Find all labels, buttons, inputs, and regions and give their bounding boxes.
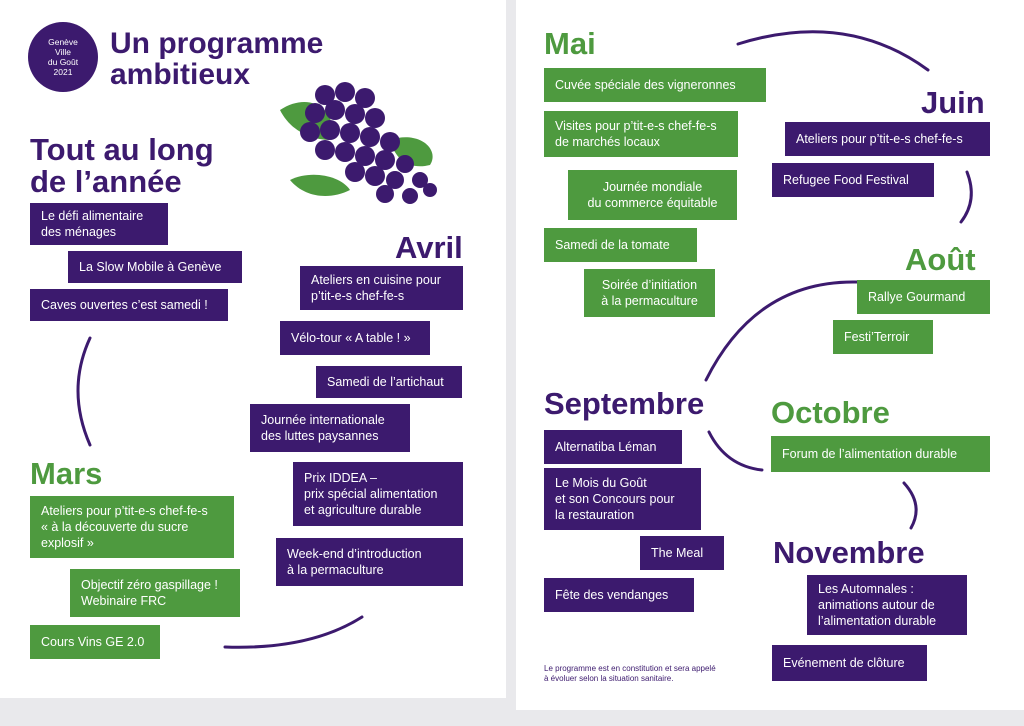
event-mai-4: Samedi de la tomate xyxy=(544,228,697,262)
event-mars-3: Cours Vins GE 2.0 xyxy=(30,625,160,659)
event-mai-3: Journée mondiale du commerce équitable xyxy=(568,170,737,220)
month-annee: Tout au long de l’année xyxy=(30,132,214,199)
event-mars-2: Objectif zéro gaspillage ! Webinaire FRC xyxy=(70,569,240,617)
month-novembre: Novembre xyxy=(773,535,925,570)
logo: Genève Ville du Goût 2021 xyxy=(28,22,98,92)
event-juin-1: Ateliers pour p’tit-e-s chef-fe-s xyxy=(785,122,990,156)
event-juin-2: Refugee Food Festival xyxy=(772,163,934,197)
month-juin: Juin xyxy=(921,85,985,120)
page-title: Un programme ambitieux xyxy=(110,27,324,91)
event-octobre-1: Forum de l’alimentation durable xyxy=(771,436,990,472)
month-mars: Mars xyxy=(30,456,103,491)
event-septembre-3: The Meal xyxy=(640,536,724,570)
event-mars-1: Ateliers pour p’tit-e-s chef-fe-s « à la découverte du sucre explosif » xyxy=(30,496,234,558)
grapes-icon xyxy=(270,80,450,210)
event-avril-5: Prix IDDEA – prix spécial alimentation et agriculture durable xyxy=(293,462,463,526)
month-septembre: Septembre xyxy=(544,386,705,421)
right-page xyxy=(516,0,1024,710)
event-novembre-2: Evénement de clôture xyxy=(772,645,927,681)
event-mai-1: Cuvée spéciale des vigneronnes xyxy=(544,68,766,102)
event-avril-1: Ateliers en cuisine pour p’tit-e-s chef-fe-s xyxy=(300,266,463,310)
disclaimer-note: Le programme est en constitution et sera appelé à évoluer selon la situation sanitaire. xyxy=(544,664,716,683)
event-novembre-1: Les Automnales : animations autour de l’alimentation durable xyxy=(807,575,967,635)
event-annee-2: La Slow Mobile à Genève xyxy=(68,251,242,283)
event-annee-1: Le défi alimentaire des ménages xyxy=(30,203,168,245)
event-annee-3: Caves ouvertes c’est samedi ! xyxy=(30,289,228,321)
event-mai-2: Visites pour p’tit-e-s chef-fe-s de marchés locaux xyxy=(544,111,738,157)
left-page xyxy=(0,0,506,698)
event-mai-5: Soirée d’initiation à la permaculture xyxy=(584,269,715,317)
event-avril-2: Vélo-tour « A table ! » xyxy=(280,321,430,355)
event-avril-4: Journée internationale des luttes paysannes xyxy=(250,404,410,452)
month-aout: Août xyxy=(905,242,976,277)
month-mai: Mai xyxy=(544,26,596,61)
month-octobre: Octobre xyxy=(771,395,890,430)
month-avril: Avril xyxy=(395,230,463,265)
event-septembre-4: Fête des vendanges xyxy=(544,578,694,612)
event-avril-6: Week-end d’introduction à la permaculture xyxy=(276,538,463,586)
event-aout-2: Festi’Terroir xyxy=(833,320,933,354)
event-septembre-2: Le Mois du Goût et son Concours pour la restauration xyxy=(544,468,701,530)
event-septembre-1: Alternatiba Léman xyxy=(544,430,682,464)
event-avril-3: Samedi de l’artichaut xyxy=(316,366,462,398)
event-aout-1: Rallye Gourmand xyxy=(857,280,990,314)
